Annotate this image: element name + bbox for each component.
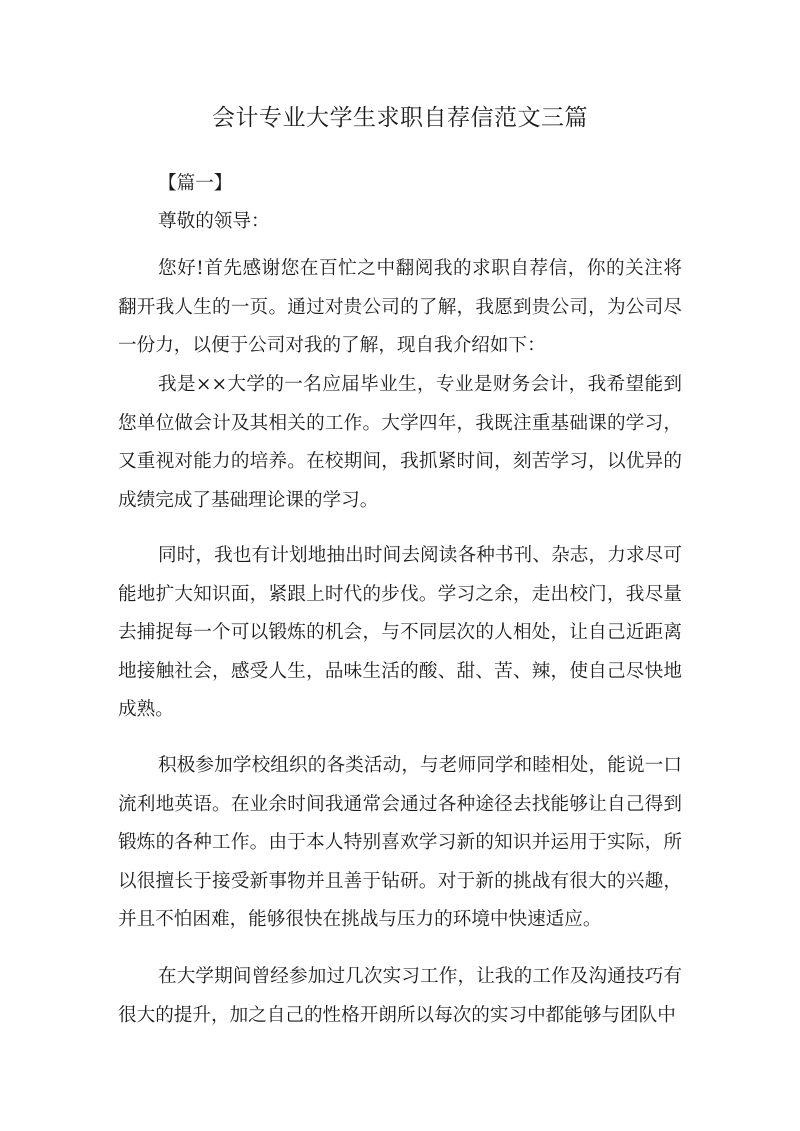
section-label: 【篇一】 [158,173,233,194]
document-title: 会计专业大学生求职自荐信范文三篇 [212,105,588,131]
salutation: 尊敬的领导： [158,211,270,232]
paragraph-1: 您好!首先感谢您在百忙之中翻阅我的求职自荐信，你的关注将翻开我人生的一页。通过对贵公司的了解，我愿到贵公司，为公司尽一份力，以便于公司对我的了解，现自我介绍如下： [118,258,682,357]
paragraph-2: 我是××大学的一名应届毕业生，专业是财务会计，我希望能到您单位做会计及其相关的工作。大学四年，我既注重基础课的学习，又重视对能力的培养。在校期间，我抓紧时间，刻苦学习，以优异的成绩完成了基础理论课的学习。 [118,374,682,511]
paragraph-5: 在大学期间曾经参加过几次实习工作，让我的工作及沟通技巧有很大的提升，加之自己的性格开朗所以每次的实习中都能够与团队中 [118,966,682,1026]
paragraph-4: 积极参加学校组织的各类活动，与老师同学和睦相处，能说一口流利地英语。在业余时间我通常会通过各种途径去找能够让自己得到锻炼的各种工作。由于本人特别喜欢学习新的知识并运用于实际，所以很擅长于接受新事物并且善于钻研。对于新的挑战有很大的兴趣，并且不怕困难，能够很快在挑战与压力的环境中快速适应。 [118,755,682,931]
paragraph-3: 同时，我也有计划地抽出时间去阅读各种书刊、杂志，力求尽可能地扩大知识面，紧跟上时代的步伐。学习之余，走出校门，我尽量去捕捉每一个可以锻炼的机会，与不同层次的人相处，让自己近距离地接触社会，感受人生，品味生活的酸、甜、苦、辣，使自己尽快地成熟。 [118,545,682,721]
